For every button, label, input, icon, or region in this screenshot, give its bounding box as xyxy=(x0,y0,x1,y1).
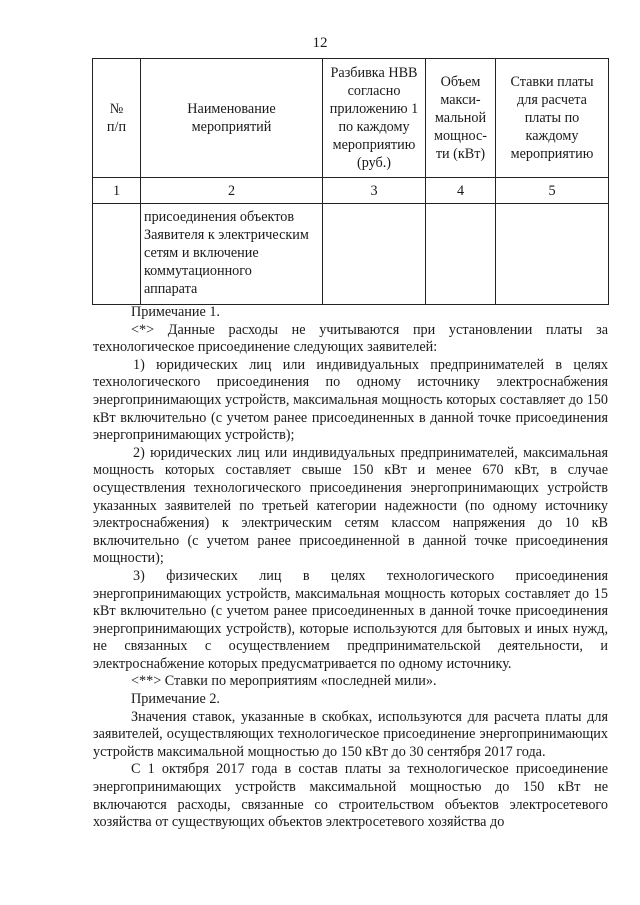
table-cell-power xyxy=(426,204,496,305)
header-line: платы по xyxy=(524,110,580,126)
header-line: мероприятию xyxy=(332,137,416,153)
note-heading: Примечание 1. xyxy=(131,304,220,320)
description-line: присоединения объектов xyxy=(144,209,295,225)
header-line: мероприятию xyxy=(510,146,594,162)
table-header-row xyxy=(93,59,609,178)
header-line: мероприятий xyxy=(191,119,272,135)
note-paragraph: <*> Данные расходы не учитываются при установлении платы за технологическое присоединение следующих заявителей: xyxy=(93,321,608,356)
page-number: 12 xyxy=(312,35,328,51)
header-cell-power xyxy=(426,59,496,178)
header-line: по каждому xyxy=(338,119,410,135)
column-number-cell: 3 xyxy=(323,178,426,204)
header-cell-nvv xyxy=(323,59,426,178)
header-line: макси- xyxy=(440,92,481,108)
header-cell-number xyxy=(93,59,141,178)
header-line: Наименование xyxy=(187,101,276,117)
note-paragraph: Значения ставок, указанные в скобках, используются для расчета платы для заявителей, осуществляющих технологическое присоединение энергопринимающих устройств максимальной мощностью до 150 кВт до 30 сентября 2017 года. xyxy=(93,708,608,760)
header-line: (руб.) xyxy=(356,155,392,171)
header-line: приложению 1 xyxy=(329,101,419,117)
header-line: каждому xyxy=(525,128,579,144)
header-line: Объем xyxy=(440,74,481,90)
note-list-item: 1) юридических лиц или индивидуальных предпринимателей в целях технологического присоединения по одному источнику электроснабжения энергопринимающих устройств, максимальная мощность которых составляет до 150 кВт включительно (с учетом ранее присоединенных в данной точке присоединения энергопринимающих устройств); xyxy=(93,356,608,444)
table-cell-description xyxy=(141,204,323,305)
column-number-row xyxy=(93,178,609,204)
rates-table xyxy=(92,58,609,305)
note-list-item: 2) юридических лиц или индивидуальных предпринимателей, максимальная мощность которых составляет свыше 150 кВт и менее 670 кВт, в случае осуществления технологического присоединения энергопринимающих устройств указанных заявителей по третьей категории надежности (по одному источнику электроснабжения) к электрическим сетям классом напряжения до 10 кВ включительно (с учетом ранее присоединенной в данной точке присоединения мощности); xyxy=(93,444,608,567)
header-line: мальной xyxy=(434,110,487,126)
description-line: коммутационного xyxy=(144,263,252,279)
header-line: п/п xyxy=(106,119,127,135)
table-row xyxy=(93,204,609,305)
table-cell-nvv xyxy=(323,204,426,305)
header-line: согласно xyxy=(347,83,401,99)
note-paragraph: С 1 октября 2017 года в состав платы за технологическое присоединение энергопринимающих устройств максимальной мощностью до 150 кВт не включаются расходы, связанные со строительством объектов электросетевого хозяйства от существующих объектов электросетевого хозяйства до xyxy=(93,761,608,831)
note-list-item: 3) физических лиц в целях технологического присоединения энергопринимающих устройств, максимальная мощность которых составляет до 15 кВт включительно (с учетом ранее присоединенных в данной точке присоединения энергопринимающих устройств), которые используются для бытовых и иных нужд, не связанных с осуществлением предпринимательской деятельности, и электроснабжение которых предусматривается по одному источнику. xyxy=(93,567,608,672)
column-number-cell: 4 xyxy=(426,178,496,204)
header-cell-name xyxy=(141,59,323,178)
header-line: для расчета xyxy=(517,92,587,108)
header-line: ти (кВт) xyxy=(435,146,486,162)
table-cell-number xyxy=(93,204,141,305)
header-line: Ставки платы xyxy=(510,74,594,90)
header-cell-rates xyxy=(496,59,609,178)
note-heading: Примечание 2. xyxy=(131,691,220,708)
header-line: № xyxy=(109,101,124,117)
column-number-cell: 2 xyxy=(141,178,323,204)
header-line: Разбивка НВВ xyxy=(330,65,418,81)
description-line: аппарата xyxy=(144,281,198,297)
notes-body xyxy=(93,304,608,832)
description-line: сетям и включение xyxy=(144,245,259,261)
description-line: Заявителя к электрическим xyxy=(144,227,309,243)
column-number-cell: 1 xyxy=(93,178,141,204)
table-cell-rates xyxy=(496,204,609,305)
column-number-cell: 5 xyxy=(496,178,609,204)
header-line: мощнос- xyxy=(433,128,488,144)
note-paragraph: <**> Ставки по мероприятиям «последней мили». xyxy=(131,673,437,690)
